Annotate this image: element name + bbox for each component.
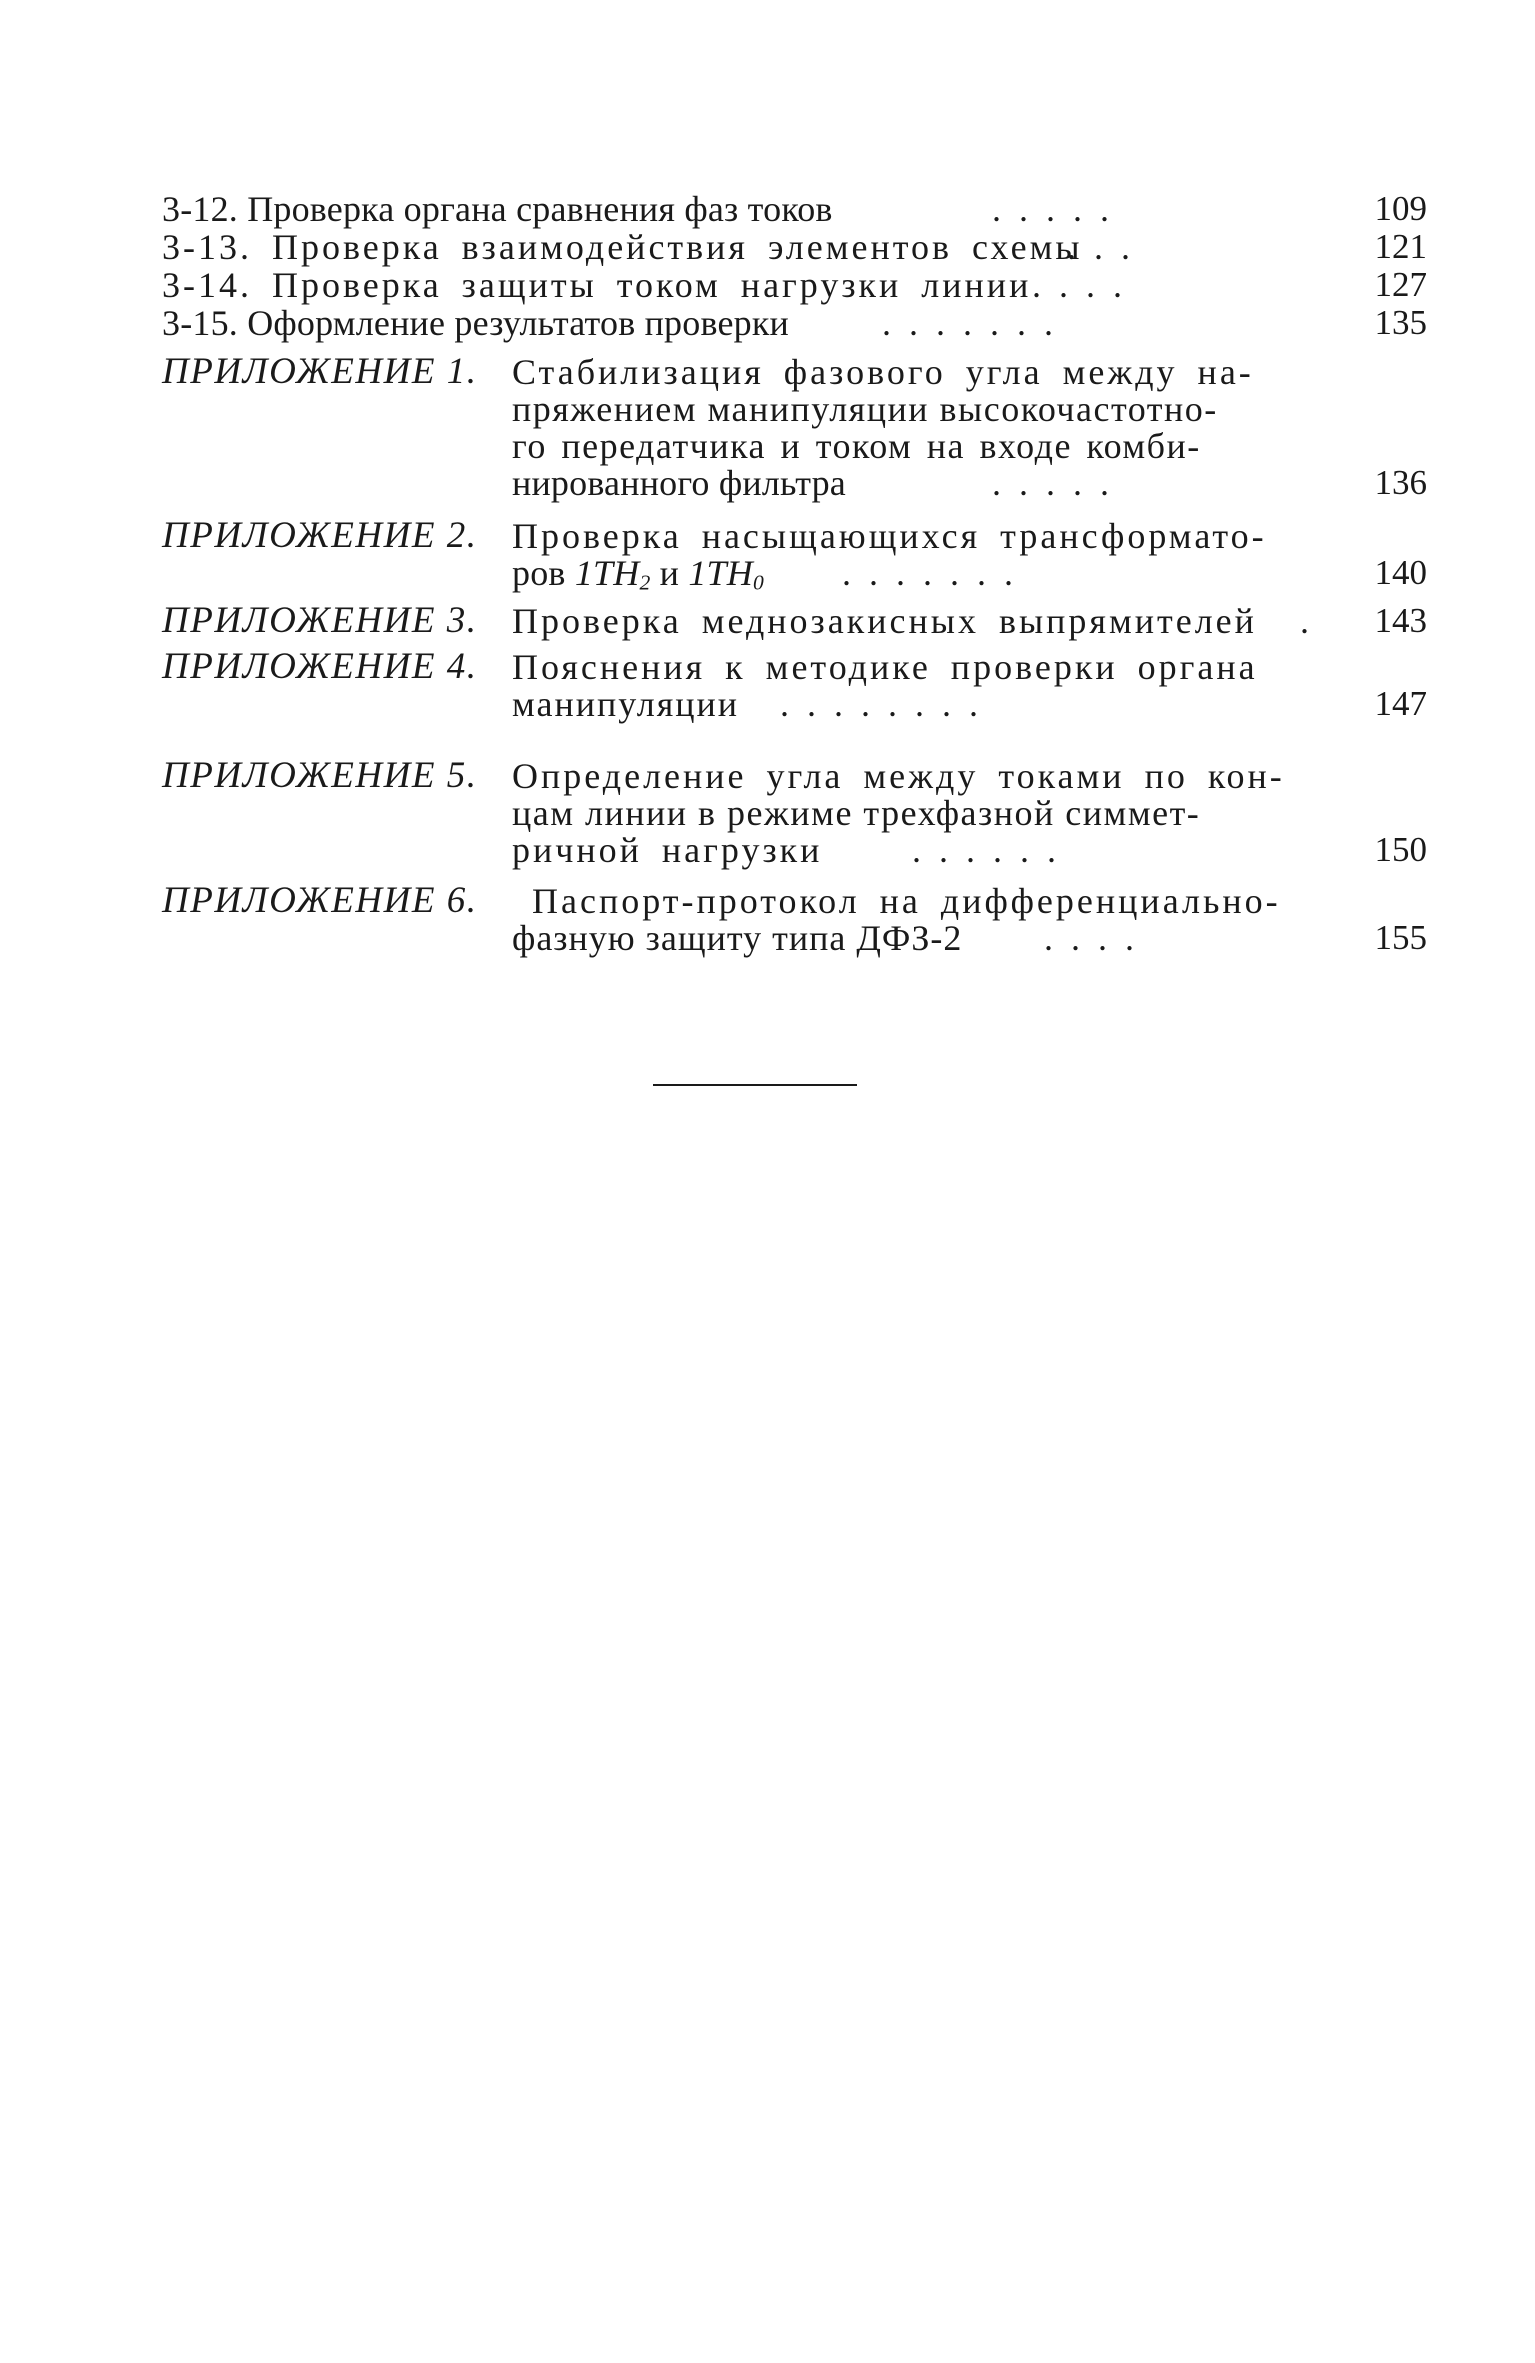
appendix-1-line-1: Стабилизация фазового угла между на- bbox=[512, 352, 1254, 392]
transformer-1th0-label: $1TH_0$ bbox=[688, 553, 764, 595]
toc-entry-3-12 bbox=[162, 190, 833, 228]
toc-dot-leader: ...... bbox=[912, 830, 1074, 870]
toc-page-number: 140 bbox=[1374, 553, 1427, 592]
appendix-4-line-1: Пояснения к методике проверки органа bbox=[512, 647, 1258, 687]
appendix-2-line-2 bbox=[512, 554, 764, 601]
toc-dot-leader: . bbox=[1300, 601, 1327, 641]
toc-page-number: 127 bbox=[1374, 265, 1427, 304]
toc-entry-text: 3-13. Проверка взаимодействия элементов схемы bbox=[162, 227, 1083, 267]
conjunction-and: и bbox=[659, 553, 680, 593]
appendix-1-line-2: пряжением манипуляции высокочастотно- bbox=[512, 389, 1218, 429]
appendix-3-line-1: Проверка меднозакисных выпрямителей bbox=[512, 601, 1257, 641]
appendix-label-1: ПРИЛОЖЕНИЕ 1. bbox=[162, 351, 478, 392]
appendix-5-line-2: цам линии в режиме трехфазной симмет- bbox=[512, 793, 1201, 833]
toc-dot-leader: ... bbox=[1067, 227, 1148, 267]
toc-page-number: 147 bbox=[1374, 684, 1427, 723]
toc-entry-text: 3-12. Проверка органа сравнения фаз токов bbox=[162, 189, 833, 229]
appendix-5-line-3: ричной нагрузки bbox=[512, 830, 823, 870]
appendix-label-4: ПРИЛОЖЕНИЕ 4. bbox=[162, 646, 478, 687]
toc-dot-leader: ..... bbox=[992, 463, 1127, 503]
appendix-6-line-2: фазную защиту типа ДФЗ-2 bbox=[512, 918, 963, 958]
appendix-1-line-4: нированного фильтра bbox=[512, 463, 846, 503]
toc-page-number: 135 bbox=[1374, 303, 1427, 342]
toc-dot-leader: ........ bbox=[780, 684, 996, 724]
toc-page-number: 121 bbox=[1374, 227, 1427, 266]
toc-entry-3-14 bbox=[162, 266, 1031, 304]
toc-page-number: 150 bbox=[1374, 830, 1427, 869]
closing-rule bbox=[653, 1084, 857, 1086]
appendix-6-line-1: Паспорт-протокол на дифференциально- bbox=[532, 881, 1281, 921]
appendix-label-3: ПРИЛОЖЕНИЕ 3. bbox=[162, 600, 478, 641]
appendix-label-5: ПРИЛОЖЕНИЕ 5. bbox=[162, 755, 478, 796]
toc-entry-text: 3-14. Проверка защиты током нагрузки линии bbox=[162, 265, 1032, 305]
appendix-4-line-2: манипуляции bbox=[512, 684, 740, 724]
transformer-1th2-label: $1TH_2$ bbox=[574, 553, 651, 595]
toc-entry-text: 3-15. Оформление результатов проверки bbox=[162, 303, 789, 343]
toc-page-number: 155 bbox=[1374, 918, 1427, 957]
toc-dot-leader: .... bbox=[1044, 918, 1152, 958]
toc-page-number: 143 bbox=[1374, 601, 1427, 640]
appendix-label-2: ПРИЛОЖЕНИЕ 2. bbox=[162, 515, 478, 556]
toc-page-number: 136 bbox=[1374, 463, 1427, 502]
toc-entry-3-13 bbox=[162, 228, 1083, 266]
toc-dot-leader: ....... bbox=[842, 553, 1031, 593]
toc-dot-leader: ....... bbox=[882, 303, 1071, 343]
appendix-2-line-2-text: ров bbox=[512, 553, 566, 593]
toc-dot-leader: ..... bbox=[992, 189, 1127, 229]
toc-entry-3-15 bbox=[162, 304, 789, 342]
toc-dot-leader: .... bbox=[1032, 265, 1140, 305]
toc-page-number: 109 bbox=[1374, 189, 1427, 228]
appendix-2-line-1: Проверка насыщающихся трансформато- bbox=[512, 516, 1267, 556]
appendix-5-line-1: Определение угла между токами по кон- bbox=[512, 756, 1285, 796]
appendix-label-6: ПРИЛОЖЕНИЕ 6. bbox=[162, 880, 478, 921]
appendix-1-line-3: го передатчика и током на входе комби- bbox=[512, 426, 1201, 466]
